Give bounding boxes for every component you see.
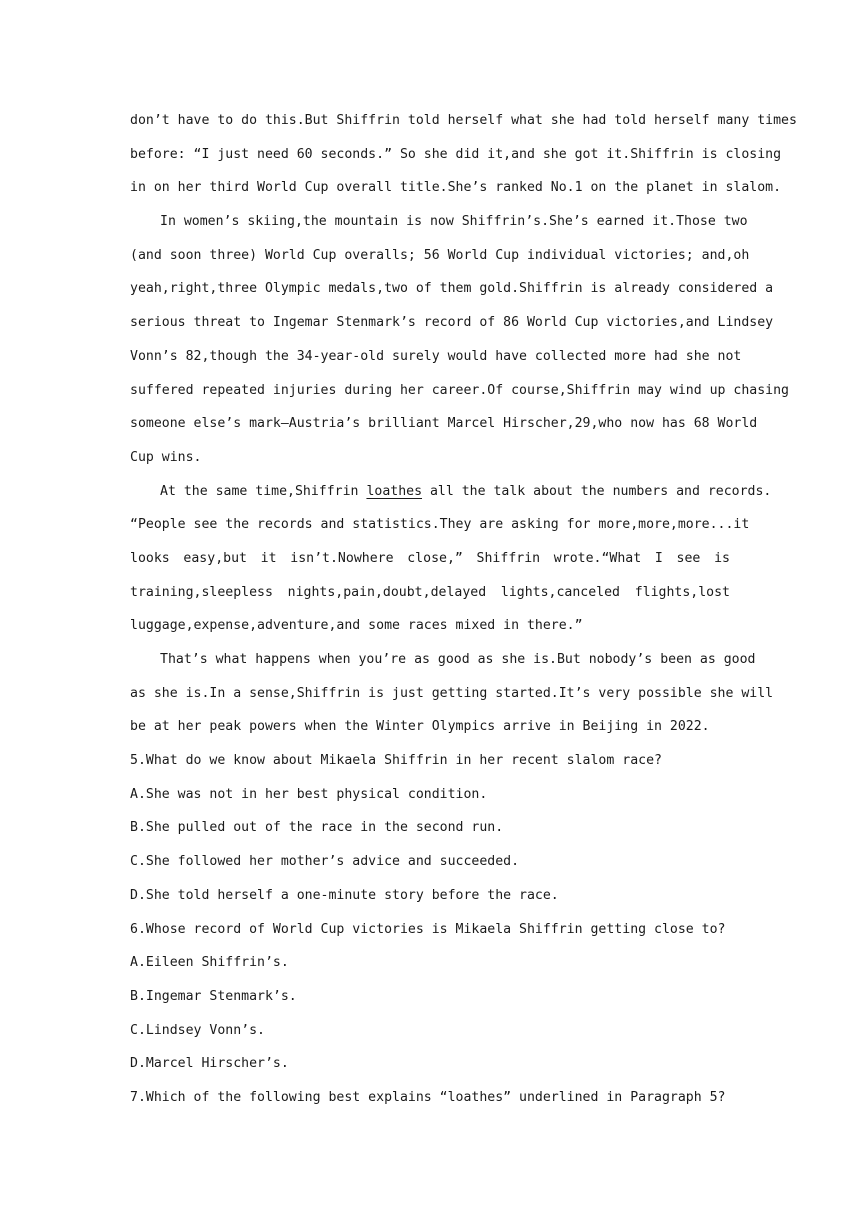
question-stem: 7.Which of the following best explains “loathes” underlined in Paragraph 5? xyxy=(130,1089,726,1105)
passage-line: yeah,right,three Olympic medals,two of them gold.Shiffrin is already considered a xyxy=(130,281,774,297)
passage-line: looks easy,but it isn’t.Nowhere close,” Shiffrin wrote.“What I see is xyxy=(130,550,730,566)
answer-option: A.She was not in her best physical condition. xyxy=(130,786,488,802)
question-stem: 6.Whose record of World Cup victories is Mikaela Shiffrin getting close to? xyxy=(130,921,726,937)
passage-line: suffered repeated injuries during her career.Of course,Shiffrin may wind up chasing xyxy=(130,382,789,398)
answer-option: B.She pulled out of the race in the second run. xyxy=(130,820,504,836)
underlined-word-loathes: loathes xyxy=(366,483,423,499)
passage-line: In women’s skiing,the mountain is now Shiffrin’s.She’s earned it.Those two xyxy=(160,214,748,230)
passage-line: luggage,expense,adventure,and some races mixed in there.” xyxy=(130,618,583,634)
passage-line xyxy=(130,479,772,513)
passage-line: someone else’s mark—Austria’s brilliant Marcel Hirscher,29,who now has 68 World xyxy=(130,416,758,432)
answer-option: B.Ingemar Stenmark’s. xyxy=(130,988,297,1004)
passage-line: Cup wins. xyxy=(130,449,202,465)
passage-text: all the talk about the numbers and records. xyxy=(422,483,772,499)
answer-option: C.She followed her mother’s advice and succeeded. xyxy=(130,854,520,870)
passage-line: “People see the records and statistics.They are asking for more,more,more...it xyxy=(130,517,750,533)
passage-line: training,sleepless nights,pain,doubt,delayed lights,canceled flights,lost xyxy=(130,584,730,600)
answer-option: D.Marcel Hirscher’s. xyxy=(130,1056,289,1072)
answer-option: D.She told herself a one-minute story before the race. xyxy=(130,887,559,903)
question-stem: 5.What do we know about Mikaela Shiffrin in her recent slalom race? xyxy=(130,753,662,769)
passage-text: At the same time,Shiffrin xyxy=(160,483,367,499)
passage-line: in on her third World Cup overall title.She’s ranked No.1 on the planet in slalom. xyxy=(130,180,782,196)
passage-line: don’t have to do this.But Shiffrin told herself what she had told herself many times xyxy=(130,113,797,128)
passage-line: be at her peak powers when the Winter Olympics arrive in Beijing in 2022. xyxy=(130,719,710,735)
answer-option: A.Eileen Shiffrin’s. xyxy=(130,955,289,971)
answer-option: C.Lindsey Vonn’s. xyxy=(130,1022,265,1038)
passage-line: Vonn’s 82,though the 34-year-old surely would have collected more had she not xyxy=(130,348,742,364)
passage-line: as she is.In a sense,Shiffrin is just getting started.It’s very possible she will xyxy=(130,685,774,701)
passage-line: (and soon three) World Cup overalls; 56 World Cup individual victories; and,oh xyxy=(130,247,750,263)
passage-line: before: “I just need 60 seconds.” So she did it,and she got it.Shiffrin is closing xyxy=(130,146,782,162)
text-column xyxy=(130,108,797,1119)
passage-line: serious threat to Ingemar Stenmark’s record of 86 World Cup victories,and Lindsey xyxy=(130,315,774,331)
passage-line: That’s what happens when you’re as good as she is.But nobody’s been as good xyxy=(160,652,756,667)
